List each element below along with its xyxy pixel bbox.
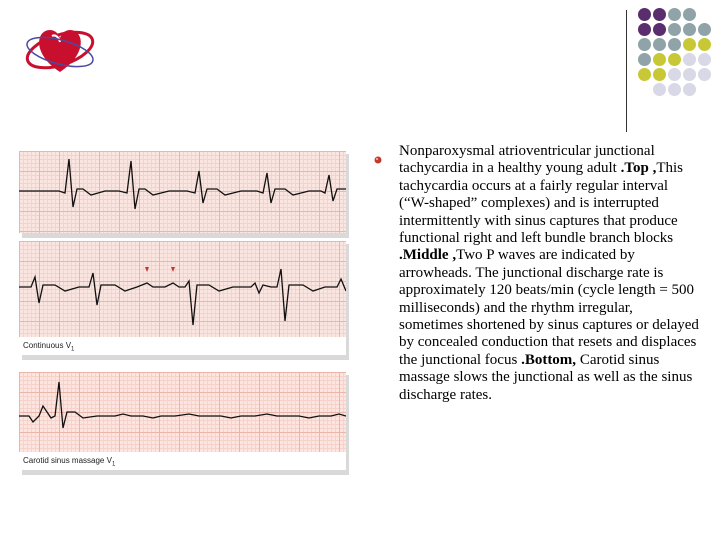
- ecg-trace-top: [19, 151, 346, 233]
- decor-dot: [638, 68, 651, 81]
- slide-body-text: [399, 143, 699, 404]
- heart-logo-icon: [22, 22, 98, 78]
- decor-dot: [653, 53, 666, 66]
- ecg-trace-bottom: [19, 372, 346, 452]
- ecg-strip-top: [19, 151, 346, 233]
- text-run: Carotid sinus massage slows the junctional as well as the sinus discharge rates.: [399, 351, 693, 403]
- decor-dot: [668, 8, 681, 21]
- decor-dot: [668, 68, 681, 81]
- strip-label: Continuous $V_1$: [23, 341, 75, 353]
- decor-dot: [698, 23, 711, 36]
- decor-dot: [638, 38, 651, 51]
- text-run: Two P waves are indicated by arrowheads. The junctional discharge rate is approximately 120 beats/min (cycle length = 500 milliseconds) and the rhythm irregular, sometimes shortened by sinus captures or delayed by concealed conduction that resets and displaces the junctional focus: [399, 247, 699, 368]
- decor-dot: [653, 23, 666, 36]
- decor-dot: [683, 38, 696, 51]
- decor-dot: [668, 53, 681, 66]
- decor-dot: [698, 38, 711, 51]
- strip-label: Carotid sinus massage $V_1$: [23, 456, 116, 468]
- decor-dot: [653, 38, 666, 51]
- bullet-icon: [374, 151, 382, 159]
- ecg-strip-middle: [19, 241, 346, 355]
- divider-line: [626, 10, 627, 132]
- decor-dot: [668, 38, 681, 51]
- decor-dot: [683, 53, 696, 66]
- arrowhead-icon: [145, 267, 149, 272]
- decor-dot: [653, 83, 666, 96]
- text-emphasis: .Top ,: [620, 160, 657, 177]
- decorative-dot-grid: [638, 8, 720, 120]
- decor-dot: [653, 68, 666, 81]
- decor-dot: [668, 83, 681, 96]
- decor-dot: [638, 53, 651, 66]
- decor-dot: [638, 8, 651, 21]
- decor-dot: [683, 83, 696, 96]
- arrowhead-icon: [171, 267, 175, 272]
- decor-dot: [683, 68, 696, 81]
- text-run: This tachycardia occurs at a fairly regular interval (“W-shaped” complexes) and is interrupted intermittently with sinus captures that produce functional right and left bundle branch blocks: [399, 160, 683, 247]
- text-emphasis: .Bottom,: [521, 351, 577, 368]
- decor-dot: [683, 8, 696, 21]
- decor-dot: [638, 23, 651, 36]
- decor-dot: [698, 68, 711, 81]
- decor-dot: [698, 53, 711, 66]
- decor-dot: [683, 23, 696, 36]
- text-run: Nonparoxysmal atrioventricular junctional tachycardia in a healthy young adult: [399, 143, 655, 177]
- ecg-strip-bottom: [19, 372, 346, 470]
- text-emphasis: .Middle ,: [399, 247, 457, 264]
- decor-dot: [668, 23, 681, 36]
- ecg-trace-middle: [19, 241, 346, 337]
- decor-dot: [653, 8, 666, 21]
